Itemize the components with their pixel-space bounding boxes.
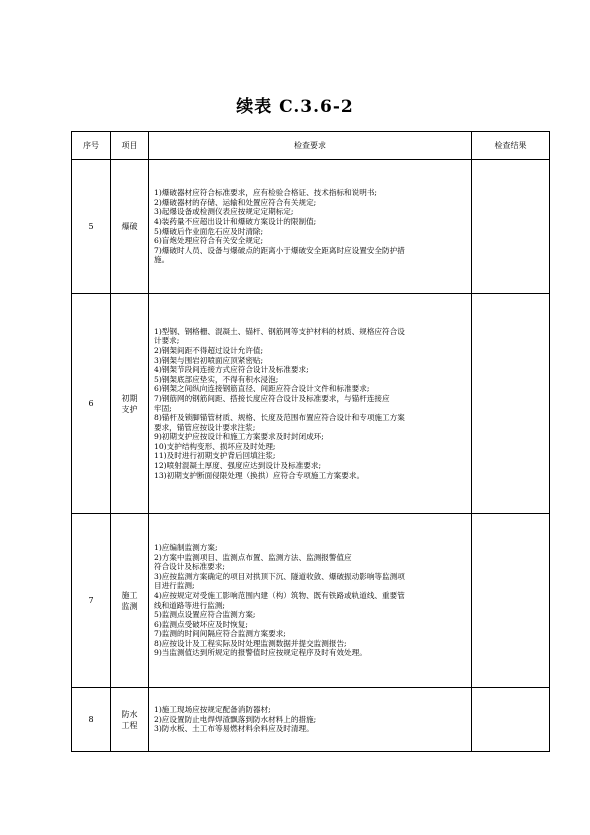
- requirement-line: 7)钢筋网的钢筋间距、搭接长度应符合设计及标准要求，与锚杆连接应: [154, 393, 390, 403]
- row-requirements: [149, 688, 472, 752]
- table-row: [72, 294, 550, 514]
- requirement-line: 2)钢架间距不得超过设计允许值;: [154, 345, 264, 355]
- requirement-line: 4)应按规定对受施工影响范围内建（构）筑物、既有铁路或轨道线、重要管: [154, 590, 405, 600]
- item-label-line: 初期: [121, 393, 138, 403]
- requirement-line: 8)锚杆及锁脚锚管材质、规格、长度及范围布置应符合设计和专项施工方案: [154, 413, 405, 423]
- requirement-line: 7)爆破时人员、设备与爆破点的距离小于爆破安全距离时应设置安全防护措: [154, 245, 405, 255]
- header-item: 项目: [111, 132, 149, 160]
- requirement-line: 4)钢架节段间连接方式应符合设计及标准要求;: [154, 365, 309, 375]
- row-index: 7: [72, 514, 111, 688]
- row-result[interactable]: [472, 294, 550, 514]
- requirement-line: 目进行监测;: [154, 581, 195, 591]
- item-label-line: 支护: [121, 404, 138, 414]
- requirement-line: 6)监测点受破坏应及时恢复;: [154, 619, 248, 629]
- requirement-line: 3)起爆设备或检测仪表应按规定定期标定;: [154, 207, 294, 217]
- row-result[interactable]: [472, 514, 550, 688]
- requirement-line: 3)应按监测方案确定的项目对拱顶下沉、隧道收敛、爆破振动影响等监测项: [154, 571, 405, 581]
- requirement-line: 1)爆破器材应符合标准要求，应有检验合格证、技术指标和说明书;: [154, 188, 377, 198]
- row-index: 6: [72, 294, 111, 514]
- row-requirements: [149, 514, 472, 688]
- requirement-line: 1)施工现场应按规定配备消防器材;: [154, 705, 271, 715]
- header-requirements: 检查要求: [149, 132, 472, 160]
- requirement-line: 9)当监测值达到所规定的报警值时应按规定程序及时有效处理。: [154, 648, 367, 658]
- requirement-line: 计要求;: [154, 336, 180, 346]
- requirement-line: 4)装药量不应超出设计和爆破方案设计的限制值;: [154, 216, 317, 226]
- requirement-line: 13)初期支护断面侵限处理（换拱）应符合专项施工方案要求。: [154, 470, 365, 480]
- table-header-row: [72, 132, 550, 160]
- table-row: [72, 514, 550, 688]
- row-item: [111, 294, 149, 514]
- item-label-line: 爆破: [121, 222, 138, 231]
- inspection-table: [71, 131, 550, 752]
- row-result[interactable]: [472, 688, 550, 752]
- table-row: [72, 160, 550, 294]
- requirement-line: 施。: [154, 255, 170, 265]
- table-row: [72, 688, 550, 752]
- requirement-line: 5)爆破后作业面危石应及时清除;: [154, 226, 264, 236]
- requirement-line: 6)钢架之间纵向连接钢筋直径、间距应符合设计文件和标准要求;: [154, 384, 370, 394]
- requirement-line: 12)喷射混凝土厚度、强度应达到设计及标准要求;: [154, 461, 322, 471]
- row-index: 8: [72, 688, 111, 752]
- requirement-line: 8)应按设计及工程实际及时处理监测数据并提交监测报告;: [154, 638, 347, 648]
- header-index: 序号: [72, 132, 111, 160]
- row-item: [111, 514, 149, 688]
- item-label-line: 防水: [121, 709, 138, 719]
- requirement-line: 牢固;: [154, 403, 172, 413]
- item-label-line: 工程: [121, 720, 138, 730]
- requirement-line: 9)初期支护应按设计和施工方案要求及时封闭成环;: [154, 432, 324, 442]
- header-result: 检查结果: [472, 132, 550, 160]
- requirement-line: 要求，锚管应按设计要求注浆;: [154, 422, 256, 432]
- requirement-line: 符合设计及标准要求;: [154, 562, 225, 572]
- item-label-line: 施工: [121, 590, 138, 600]
- requirement-line: 3)防水板、土工布等易燃材料余料应及时清理。: [154, 724, 314, 734]
- row-item: [111, 160, 149, 294]
- requirement-line: 6)盲炮处理应符合有关安全规定;: [154, 236, 264, 246]
- row-requirements: [149, 294, 472, 514]
- page-title: 续表 C.3.6-2: [236, 97, 354, 117]
- requirement-line: 5)钢架底部应垫实，不得有积水浸泡;: [154, 374, 279, 384]
- requirement-line: 10)支护结构变形、损坏应及时处理;: [154, 441, 276, 451]
- requirement-line: 5)监测点设置应符合监测方案;: [154, 610, 256, 620]
- requirement-line: 1)应编制监测方案;: [154, 542, 218, 552]
- item-label-line: 监测: [121, 601, 138, 611]
- row-item: [111, 688, 149, 752]
- row-index: 5: [72, 160, 111, 294]
- requirement-line: 线和道路等进行监测;: [154, 600, 225, 610]
- requirement-line: 2)爆破器材的存储、运输和处置应符合有关规定;: [154, 197, 317, 207]
- requirement-line: 2)应设置防止电焊焊渣飘落到防水材料上的措施;: [154, 714, 317, 724]
- requirement-line: 2)方案中监测项目、监测点布置、监测方法、监测报警值应: [154, 552, 352, 562]
- requirement-line: 1)型钢、钢格栅、混凝土、锚杆、钢筋网等支护材料的材质、规格应符合设: [154, 326, 405, 336]
- requirement-line: 7)监测的时间间隔应符合监测方案要求;: [154, 629, 286, 639]
- requirement-line: 3)钢架与围岩初喷面应顶紧密贴;: [154, 355, 264, 365]
- row-requirements: [149, 160, 472, 294]
- row-result[interactable]: [472, 160, 550, 294]
- requirement-line: 11)及时进行初期支护背后回填注浆;: [154, 451, 276, 461]
